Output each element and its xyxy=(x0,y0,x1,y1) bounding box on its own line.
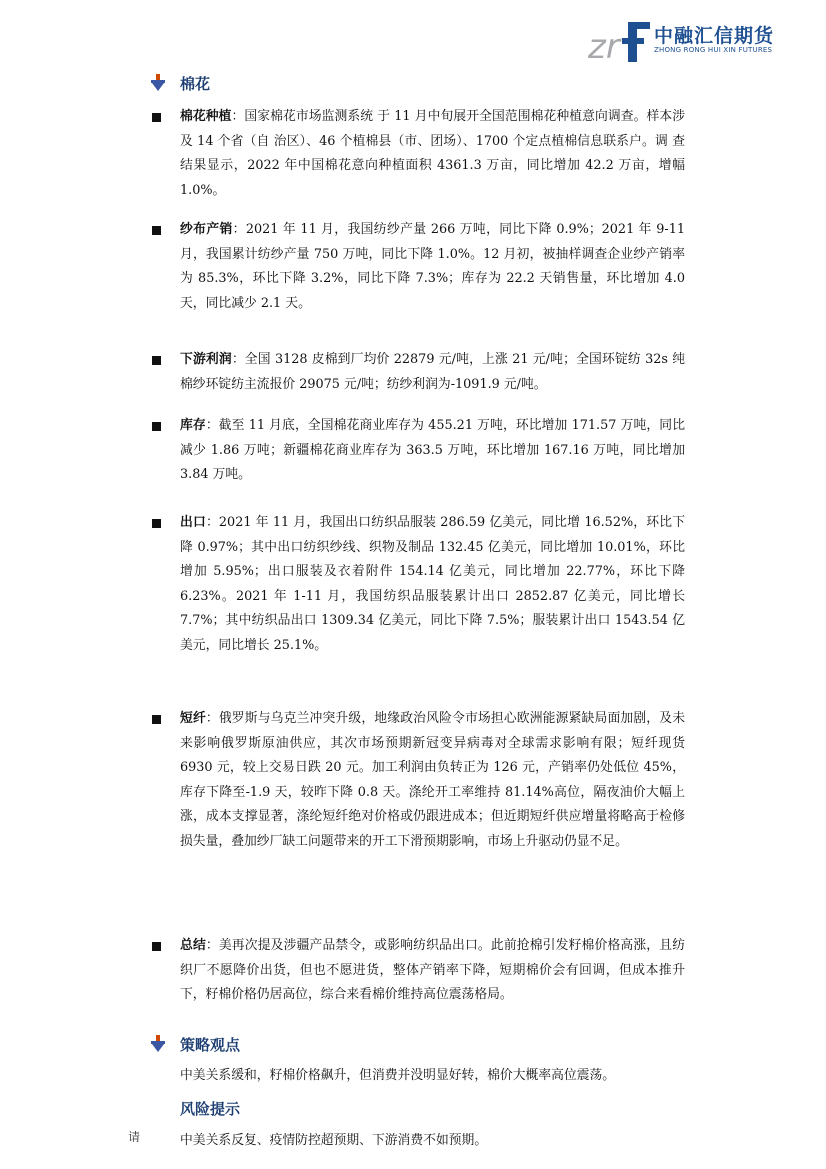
paragraph-label: 棉花种植 xyxy=(180,109,232,124)
square-bullet-icon xyxy=(152,715,161,724)
arrow-down-icon xyxy=(150,74,166,92)
paragraph-text: ：全国 3128 皮棉到厂均价 22879 元/吨，上涨 21 元/吨；全国环锭纺 32s 纯棉纱环锭纺主流报价 29075 元/吨；纺纱利润为-1091.9 元/吨。 xyxy=(180,352,685,392)
paragraph-export xyxy=(180,511,685,659)
paragraph-cotton-planting xyxy=(180,105,685,203)
strategy-text: 中美关系缓和，籽棉价格飙升，但消费并没明显好转，棉价大概率高位震荡。 xyxy=(180,1068,616,1083)
square-bullet-icon xyxy=(152,113,161,122)
section-title: 策略观点 xyxy=(180,1035,241,1054)
section-heading-cotton xyxy=(150,71,210,95)
arrow-down-icon xyxy=(150,1035,166,1053)
footer-disclaimer-fragment: 请 xyxy=(128,1130,141,1144)
paragraph-label: 出口 xyxy=(180,515,206,530)
paragraph-inventory xyxy=(180,414,685,488)
paragraph-text: ：国家棉花市场监测系统 于 11 月中旬展开全国范围棉花种植意向调查。样本涉及 14 个省（自 治区）、46 个植棉县（市、团场）、1700 个定点植棉信息联系户。调 查结果显示，2022 年中国棉花意向种植面积 4361.3 万亩，同比增加 42.2 万亩，增幅 1.0%。 xyxy=(180,109,685,198)
paragraph-text: ：2021 年 11 月，我国出口纺织品服装 286.59 亿美元，同比增 16.52%，环比下降 0.97%；其中出口纺织纱线、织物及制品 132.45 亿美元，同比增加 10.01%，环比增加 5.95%；出口服装及衣着附件 154.14 亿美元，同比增加 22.77%，环比下降 6.23%。2021 年 1-11 月，我国纺织品服装累计出口 2852.87 亿美元，同比增长 7.7%；其中纺织品出口 1309.34 亿美元，同比下降 7.5%；服装累计出口 1543.54 亿美元，同比增长 25.1%。 xyxy=(180,515,685,653)
paragraph-text: ：俄罗斯与乌克兰冲突升级，地缘政治风险令市场担心欧洲能源紧缺局面加剧，及未来影响俄罗斯原油供应，其次市场预期新冠变异病毒对全球需求影响有限；短纤现货 6930 元，较上交易日跌 20 元。加工利润由负转正为 126 元，产销率仍处低位 45%，库存下降至-1.9 天，较昨下降 0.8 天。涤纶开工率维持 81.14%高位，隔夜油价大幅上涨，成本支撑显著，涤纶短纤绝对价格或仍跟进成本；但近期短纤供应增量将略高于检修损失量，叠加纱厂缺工问题带来的开工下滑预期影响，市场上升驱动仍显不足。 xyxy=(180,711,686,849)
risk-title: 风险提示 xyxy=(180,1100,241,1118)
paragraph-staple-fiber xyxy=(180,707,685,855)
paragraph-label: 库存 xyxy=(180,418,206,433)
square-bullet-icon xyxy=(152,226,161,235)
square-bullet-icon xyxy=(152,422,161,431)
paragraph-yarn-production xyxy=(180,218,685,316)
paragraph-downstream-profit xyxy=(180,348,685,397)
square-bullet-icon xyxy=(152,356,161,365)
paragraph-text: ：2021 年 11 月，我国纺纱产量 266 万吨，同比下降 0.9%；2021 年 9-11 月，我国累计纺纱产量 750 万吨，同比下降 1.0%。12 月初，被抽样调查企业纱产销率为 85.3%，环比下降 3.2%，同比下降 7.3%；库存为 22.2 天销售量，环比增加 4.0 天，同比减少 2.1 天。 xyxy=(180,222,685,311)
zrf-logo-mark xyxy=(588,18,652,64)
square-bullet-icon xyxy=(152,519,161,528)
svg-text:zr: zr xyxy=(588,27,620,64)
risk-text: 中美关系反复、疫情防控超预期、下游消费不如预期。 xyxy=(180,1133,488,1148)
square-bullet-icon xyxy=(152,942,161,951)
paragraph-label: 纱布产销 xyxy=(180,222,233,237)
paragraph-label: 下游利润 xyxy=(180,352,232,367)
paragraph-label: 总结 xyxy=(180,938,206,953)
paragraph-label: 短纤 xyxy=(180,711,206,726)
paragraph-text: ：美再次提及涉疆产品禁令，或影响纺织品出口。此前抢棉引发籽棉价格高涨，且纺织厂不愿降价出货，但也不愿进货，整体产销率下降，短期棉价会有回调，但成本推升下，籽棉价格仍居高位，综合来看棉价维持高位震荡格局。 xyxy=(180,938,686,1003)
section-title: 棉花 xyxy=(180,74,211,93)
paragraph-summary xyxy=(180,934,685,1008)
section-heading-strategy xyxy=(150,1032,240,1056)
paragraph-text: ：截至 11 月底，全国棉花商业库存为 455.21 万吨，环比增加 171.57 万吨，同比减少 1.86 万吨；新疆棉花商业库存为 363.5 万吨，环比增加 167.16 万吨，同比增加 3.84 万吨。 xyxy=(180,418,685,483)
logo-english-name: ZHONG RONG HUI XIN FUTURES xyxy=(654,46,773,54)
company-logo xyxy=(588,18,778,66)
logo-chinese-name: 中融汇信期货 xyxy=(654,25,775,47)
